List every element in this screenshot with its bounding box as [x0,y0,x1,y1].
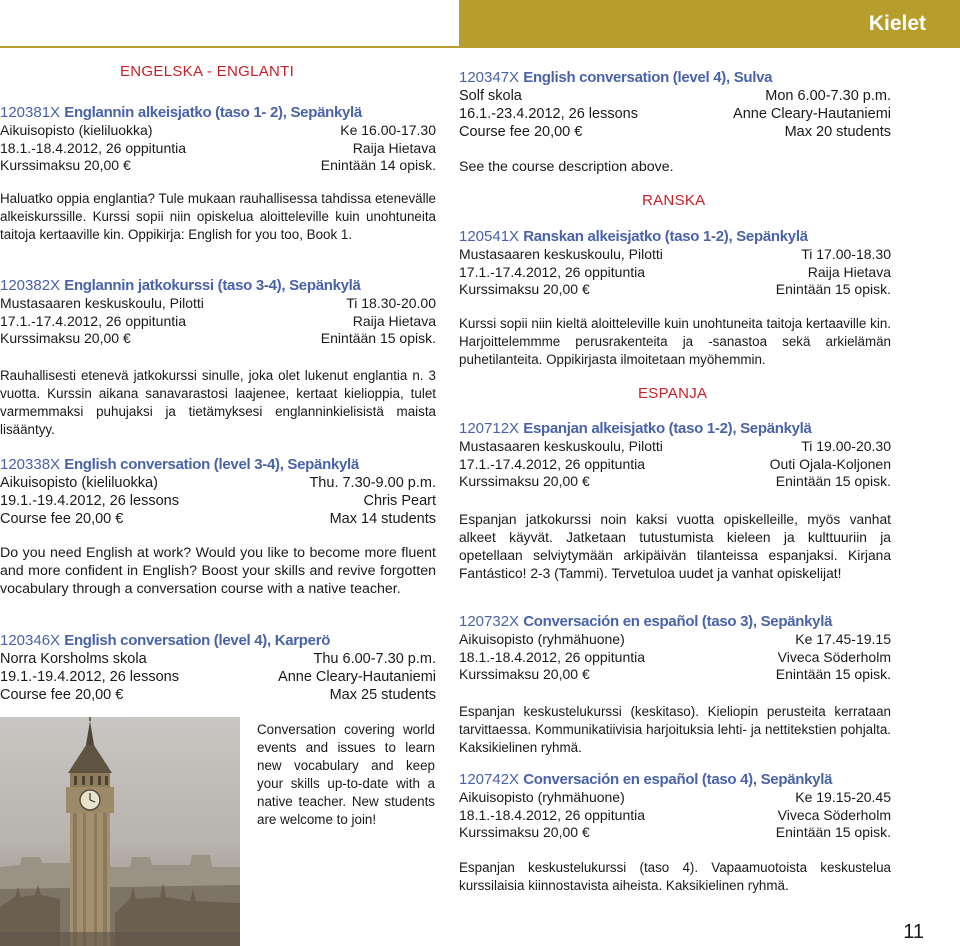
course-120346X [0,632,436,704]
course-row [0,650,436,668]
course-capacity: Enintään 15 opisk. [775,666,891,682]
course-title [459,228,891,246]
course-title [0,456,436,474]
course-row [459,246,891,264]
course-fee: Kurssimaksu 20,00 € [0,157,131,173]
course-capacity: Enintään 15 opisk. [775,824,891,840]
section-heading-spanish: ESPANJA [638,385,708,402]
course-row [0,157,436,175]
course-venue: Mustasaaren keskuskoulu, Pilotti [459,246,663,262]
course-time: Ke 17.45-19.15 [795,631,891,647]
course-venue: Mustasaaren keskuskoulu, Pilotti [0,295,204,311]
course-name: Ranskan alkeisjatko (taso 1-2), Sepänkylä [523,228,808,245]
course-title [459,69,891,87]
course-row [459,666,891,684]
course-teacher: Anne Cleary-Hautaniemi [733,106,891,122]
course-code: 120382X [0,277,61,294]
course-time: Ke 16.00-17.30 [340,122,436,138]
course-description: Rauhallisesti etenevä jatkokurssi sinulle, joka olet lukenut englantia n. 3 vuotta. Kurssin aikana sanavarastosi laajenee, kertaat kielioppia, tulet varmemmaksi puhujaksi ja tietämyksesi englanninkielisistä maista lisääntyy. [0,368,436,437]
course-time: Ti 17.00-18.30 [801,246,891,262]
course-fee: Course fee 20,00 € [459,124,583,140]
section-tab: Kielet [459,0,960,46]
course-dates: 18.1.-18.4.2012, 26 oppituntia [0,139,187,156]
course-code: 120541X [459,228,520,245]
section-heading-french: RANSKA [642,192,706,209]
course-teacher: Raija Hietava [352,139,436,156]
course-capacity: Max 20 students [784,124,891,140]
course-fee: Kurssimaksu 20,00 € [459,281,590,297]
course-fee: Course fee 20,00 € [0,511,124,527]
big-ben-photo [0,717,240,946]
course-title [459,613,891,631]
photo-caption: Conversation covering world events and issues to learn new vocabulary and keep your skills up-to-date with a native teacher. New students are welcome to join! [257,722,435,827]
course-code: 120346X [0,632,61,649]
course-row [459,281,891,299]
course-fee: Kurssimaksu 20,00 € [459,473,590,489]
course-description: See the course description above. [459,159,674,175]
course-row [0,313,436,331]
course-name: Englannin alkeisjatko (taso 1- 2), Sepänkylä [64,104,362,121]
course-120541X [459,228,891,299]
course-name: Englannin jatkokurssi (taso 3-4), Sepänkylä [64,277,361,294]
course-teacher: Raija Hietava [807,263,891,280]
course-capacity: Enintään 15 opisk. [320,330,436,346]
course-title [459,771,891,789]
course-row [0,330,436,348]
course-row [459,649,891,667]
course-venue: Aikuisopisto (kieliluokka) [0,475,158,491]
course-row [459,438,891,456]
course-teacher: Anne Cleary-Hautaniemi [278,669,436,685]
course-name: English conversation (level 4), Sulva [523,69,773,86]
course-title [0,632,436,650]
course-row [0,122,436,140]
course-name: English conversation (level 3-4), Sepänkylä [64,456,359,473]
course-120381X [0,104,436,175]
course-venue: Norra Korsholms skola [0,651,147,667]
course-row [459,824,891,842]
course-row [459,456,891,474]
course-code: 120732X [459,613,520,630]
course-description: Espanjan keskustelukurssi (taso 4). Vapaamuotoista keskustelua kurssilaisia kiinnostavista aiheista. Kaksikielinen ryhmä. [459,860,891,893]
course-row [0,140,436,158]
course-venue: Aikuisopisto (kieliluokka) [0,122,153,138]
course-row [0,492,436,510]
course-title [459,420,891,438]
section-heading-english: ENGELSKA - ENGLANTI [120,63,295,80]
course-row [0,474,436,492]
course-row [0,510,436,528]
course-fee: Kurssimaksu 20,00 € [459,824,590,840]
course-time: Mon 6.00-7.30 p.m. [765,88,891,104]
course-120338X [0,456,436,528]
course-fee: Kurssimaksu 20,00 € [0,330,131,346]
course-dates: 17.1.-17.4.2012, 26 oppituntia [459,455,646,472]
course-row [0,686,436,704]
course-time: Ke 19.15-20.45 [795,789,891,805]
page-number: 11 [903,921,924,943]
course-code: 120381X [0,104,61,121]
course-row [459,807,891,825]
course-description: Haluatko oppia englantia? Tule mukaan rauhallisessa tahdissa etenevälle alkeiskurssille. Kurssi sopii niin opiskelua aloitteleville kuin unohtuneita taitoja kertaaville kin. Oppikirja: English for you too, Book 1. [0,191,436,242]
course-dates: 19.1.-19.4.2012, 26 lessons [0,493,179,509]
course-dates: 19.1.-19.4.2012, 26 lessons [0,669,179,685]
course-teacher: Outi Ojala-Koljonen [769,455,891,472]
course-name: English conversation (level 4), Karperö [64,632,331,649]
course-time: Ti 19.00-20.30 [801,438,891,454]
course-capacity: Enintään 15 opisk. [775,473,891,489]
course-venue: Solf skola [459,88,522,104]
course-120382X [0,277,436,348]
course-row [459,631,891,649]
course-row [459,123,891,141]
course-description: Espanjan keskustelukurssi (keskitaso). Kieliopin perusteita kerrataan tarvittaessa. Kommunikatiivisia harjoituksia lehti- ja nettitekstien pohjalta. Kaksikielinen ryhmä. [459,704,891,755]
course-dates: 18.1.-18.4.2012, 26 oppituntia [459,648,646,665]
course-venue: Aikuisopisto (ryhmähuone) [459,789,625,805]
course-description: Espanjan jatkokurssi noin kaksi vuotta opiskelleille, myös vanhat alkeet käyvät. Jatketaan tutustumista kieleen ja kulttuuriin ja opetellaan selviytymään arkipäivän tilanteissa espanjaksi. Kirjana Fantástico! 2-3 (Tammi). Tervetuloa uudet ja vanhat opiskelijat! [459,512,891,581]
course-fee: Course fee 20,00 € [0,687,124,703]
course-description: Do you need English at work? Would you like to become more fluent and more confident in English? Boost your skills and revive forgotten vocabulary through a conversation course with a native teacher. [0,545,436,597]
course-dates: 17.1.-17.4.2012, 26 oppituntia [459,263,646,280]
course-row [0,668,436,686]
course-dates: 17.1.-17.4.2012, 26 oppituntia [0,312,187,329]
course-teacher: Viveca Söderholm [777,648,891,665]
course-venue: Mustasaaren keskuskoulu, Pilotti [459,438,663,454]
course-row [459,87,891,105]
course-description: Kurssi sopii niin kieltä aloitteleville kuin unohtuneita taitoja kertaaville kin. Harjoittelemmme perusrakenteita ja -sanastoa sekä arkielämän puhetilanteita. Oppikirjasta ilmoitetaan myöhemmin. [459,316,891,367]
course-120347X [459,69,891,141]
course-120742X [459,771,891,842]
course-capacity: Max 14 students [329,511,436,527]
course-dates: 16.1.-23.4.2012, 26 lessons [459,106,638,122]
course-teacher: Chris Peart [363,493,436,509]
course-capacity: Enintään 15 opisk. [775,281,891,297]
course-venue: Aikuisopisto (ryhmähuone) [459,631,625,647]
course-time: Ti 18.30-20.00 [346,295,436,311]
course-row [459,473,891,491]
course-name: Conversación en español (taso 4), Sepänkylä [523,771,833,788]
course-row [459,105,891,123]
course-teacher: Viveca Söderholm [777,806,891,823]
course-fee: Kurssimaksu 20,00 € [459,666,590,682]
course-code: 120742X [459,771,520,788]
header-rule [0,46,960,48]
course-code: 120712X [459,420,520,437]
course-code: 120338X [0,456,61,473]
course-name: Conversación en español (taso 3), Sepänkylä [523,613,833,630]
course-120712X [459,420,891,491]
course-name: Espanjan alkeisjatko (taso 1-2), Sepänkylä [523,420,812,437]
course-title [0,104,436,122]
big-ben-illustration [0,717,240,946]
course-row [459,264,891,282]
course-dates: 18.1.-18.4.2012, 26 oppituntia [459,806,646,823]
course-capacity: Max 25 students [329,687,436,703]
course-row [0,295,436,313]
course-teacher: Raija Hietava [352,312,436,329]
course-title [0,277,436,295]
course-row [459,789,891,807]
course-code: 120347X [459,69,520,86]
course-120732X [459,613,891,684]
course-capacity: Enintään 14 opisk. [320,157,436,173]
course-time: Thu 6.00-7.30 p.m. [313,651,436,667]
course-time: Thu. 7.30-9.00 p.m. [309,475,436,491]
